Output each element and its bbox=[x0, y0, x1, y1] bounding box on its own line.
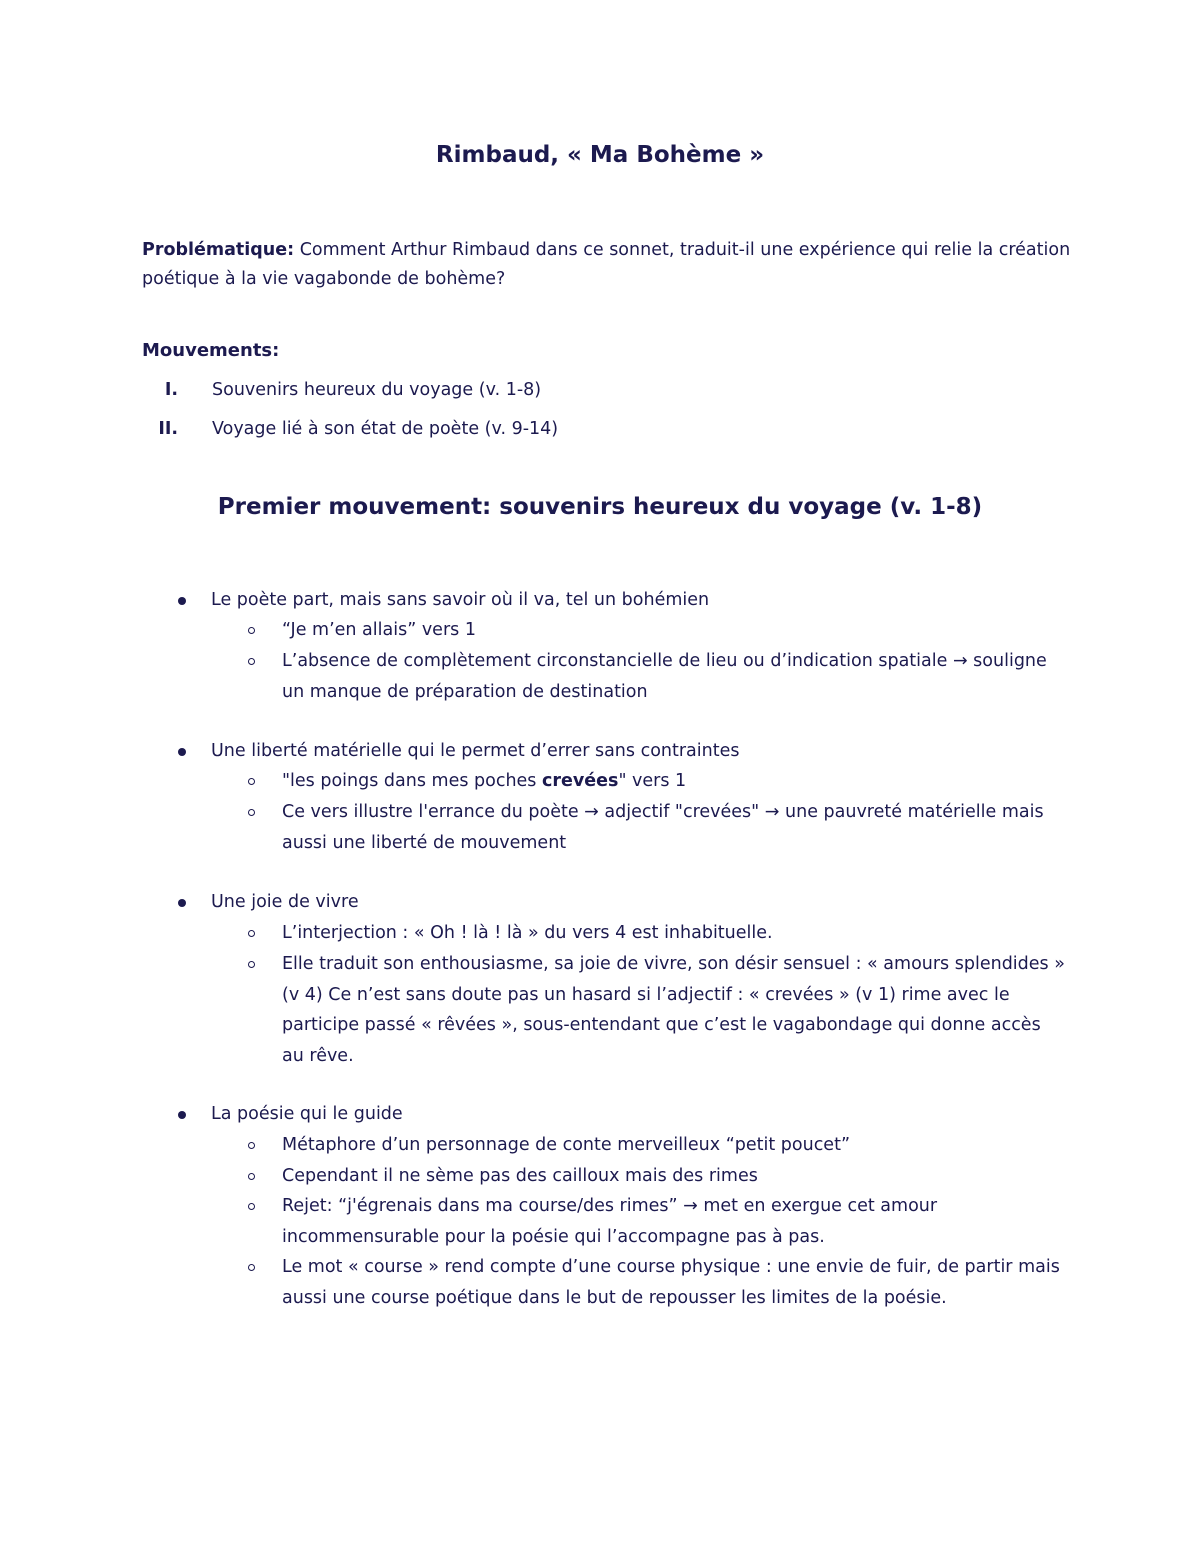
circle-bullet-icon bbox=[248, 809, 255, 816]
sub-bullet-text: “Je m’en allais” vers 1 bbox=[282, 620, 476, 640]
sub-bullet-text: L’interjection : « Oh ! là ! là » du vers 4 est inhabituelle. bbox=[282, 923, 773, 943]
sub-bullet-text: Le mot « course » rend compte d’une course physique : une envie de fuir, de partir mais aussi une course poétique dans le but de repousser les limites de la poésie. bbox=[282, 1257, 1060, 1308]
roman-numeral: I. bbox=[164, 380, 178, 400]
circle-bullet-icon bbox=[248, 778, 255, 785]
circle-bullet-icon bbox=[248, 1264, 255, 1271]
circle-bullet-icon bbox=[248, 627, 255, 634]
sub-bullet-text: Rejet: “j'égrenais dans ma course/des rimes” → met en exergue cet amour incommensurable pour la poésie qui l’accompagne pas à pas. bbox=[282, 1196, 938, 1247]
circle-bullet-icon bbox=[248, 961, 255, 968]
bullet-text: La poésie qui le guide bbox=[211, 1104, 403, 1124]
sub-bullet-text: Métaphore d’un personnage de conte merveilleux “petit poucet” bbox=[282, 1135, 851, 1155]
bullet-text: Une liberté matérielle qui le permet d’errer sans contraintes bbox=[211, 741, 740, 761]
bullet-text: Une joie de vivre bbox=[211, 892, 359, 912]
circle-bullet-icon bbox=[248, 930, 255, 937]
problematique-text: Comment Arthur Rimbaud dans ce sonnet, traduit-il une expérience qui relie la création poétique à la vie vagabonde de bohème? bbox=[142, 240, 1071, 289]
sub-bullet-text: Ce vers illustre l'errance du poète → adjectif "crevées" → une pauvreté matérielle mais aussi une liberté de mouvement bbox=[282, 802, 1044, 853]
bullet-text: Le poète part, mais sans savoir où il va, tel un bohémien bbox=[211, 590, 710, 610]
section-title: Premier mouvement: souvenirs heureux du voyage (v. 1-8) bbox=[217, 494, 983, 520]
sub-bullet-text bbox=[282, 766, 1067, 797]
bullet-icon bbox=[178, 597, 186, 605]
circle-bullet-icon bbox=[248, 1203, 255, 1210]
mouvement-text: Voyage lié à son état de poète (v. 9-14) bbox=[212, 419, 559, 439]
circle-bullet-icon bbox=[248, 658, 255, 665]
sub-bullet-text: Cependant il ne sème pas des cailloux mais des rimes bbox=[282, 1166, 758, 1186]
emphasized-word: crevées bbox=[542, 771, 619, 791]
document-title: Rimbaud, « Ma Bohème » bbox=[435, 142, 765, 168]
circle-bullet-icon bbox=[248, 1142, 255, 1149]
circle-bullet-icon bbox=[248, 1173, 255, 1180]
sub-bullet-text: Elle traduit son enthousiasme, sa joie de vivre, son désir sensuel : « amours splendides » (v 4) Ce n’est sans doute pas un hasard si l’adjectif : « crevées » (v 1) rime avec le participe passé « rêvées », sous-entendant que c’est le vagabondage qui donne accès au rêve. bbox=[282, 954, 1065, 1066]
roman-numeral: II. bbox=[158, 419, 178, 439]
quote-text: "les poings dans mes poches bbox=[282, 771, 542, 791]
sub-bullet-text: L’absence de complètement circonstancielle de lieu ou d’indication spatiale → souligne un manque de préparation de destination bbox=[282, 651, 1047, 702]
mouvements-heading: Mouvements: bbox=[142, 340, 280, 361]
bullet-icon bbox=[178, 899, 186, 907]
bullet-icon bbox=[178, 1111, 186, 1119]
quote-suffix: " vers 1 bbox=[618, 771, 687, 791]
bullet-icon bbox=[178, 748, 186, 756]
problematique-label: Problématique: bbox=[142, 240, 295, 260]
mouvement-text: Souvenirs heureux du voyage (v. 1-8) bbox=[212, 380, 542, 400]
problematique-paragraph bbox=[142, 236, 1072, 294]
